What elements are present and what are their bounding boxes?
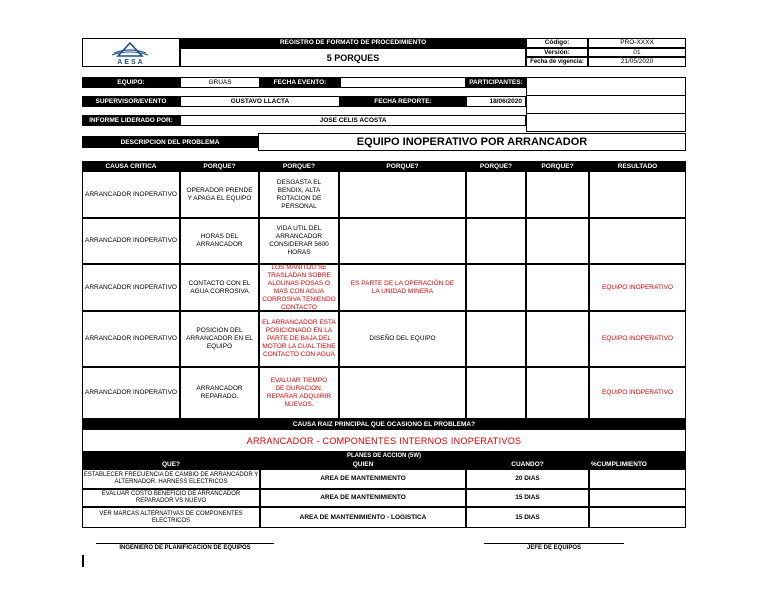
table-cell-causa: ARRANCADOR INOPERATIVO — [82, 171, 180, 218]
table-cell-causa: ARRANCADOR INOPERATIVO — [82, 264, 180, 311]
root-cause-label: CAUSA RAIZ PRINCIPAL QUE OCASIONO EL PROBLEMA? — [82, 419, 686, 429]
fecha-evento-value — [340, 77, 466, 88]
aesa-logo — [100, 40, 160, 60]
company-name: AESA — [117, 59, 145, 66]
table-header-porque-3: PORQUE? — [339, 161, 466, 171]
fecha-reporte-label: FECHA REPORTE: — [340, 96, 466, 107]
version-label: Versión: — [526, 48, 588, 57]
informe-value: JOSE CELIS ACOSTA — [180, 115, 526, 126]
action-cell-cumplimiento — [589, 489, 686, 507]
table-cell-porque: POSICION DEL ARRANCADOR EN EL EQUIPO — [180, 311, 259, 367]
action-cell-cuando: 15 DIAS — [466, 507, 589, 528]
table-cell-porque: CONTACTO CON EL AGUA CORROSIVA — [180, 264, 259, 311]
table-cell-resultado: EQUIPO INOPERATIVO — [589, 367, 686, 419]
codigo-value: PRO-XXXX — [588, 38, 686, 48]
signature-left-label: INGENIERO DE PLANIFICACION DE EQUIPOS — [119, 544, 251, 551]
participantes-line — [526, 113, 686, 114]
action-header-cumplimiento: %CUMPLIMIENTO — [589, 460, 686, 469]
participantes-box — [526, 77, 686, 132]
supervisor-value: GUSTAVO LLACTA — [180, 96, 340, 107]
table-header-porque-2: PORQUE? — [259, 161, 339, 171]
action-cell-cuando: 15 DIAS — [466, 489, 589, 507]
doc-title: 5 PORQUES — [180, 48, 526, 67]
table-cell-empty — [466, 264, 526, 311]
title-bar: REGISTRO DE FORMATO DE PROCEDIMIENTO — [180, 38, 526, 48]
table-header-porque-4: PORQUE? — [466, 161, 526, 171]
action-header-cuando: CUANDO? — [466, 460, 589, 469]
action-cell-cumplimiento — [589, 469, 686, 489]
table-cell-causa: ARRANCADOR INOPERATIVO — [82, 367, 180, 419]
table-cell-resultado: EQUIPO INOPERATIVO — [589, 264, 686, 311]
supervisor-label: SUPERVISOR/EVENTO — [82, 96, 180, 107]
page-margin-mark — [82, 555, 84, 567]
table-cell-empty — [526, 218, 589, 264]
table-cell-porque: OPERADOR PRENDE Y APAGA EL EQUIPO — [180, 171, 259, 218]
equipo-value: GRUAS — [180, 77, 260, 88]
table-cell-empty — [526, 367, 589, 419]
table-cell-empty — [466, 367, 526, 419]
table-cell-causa: ARRANCADOR INOPERATIVO — [82, 311, 180, 367]
action-cell-cuando: 20 DIAS — [466, 469, 589, 489]
equipo-label: EQUIPO: — [82, 77, 180, 88]
table-cell-empty — [339, 171, 466, 218]
table-cell-resultado: EQUIPO INOPERATIVO — [589, 311, 686, 367]
action-header-quien: QUIEN — [260, 460, 466, 469]
action-cell-cumplimiento — [589, 507, 686, 528]
table-header-porque-1: PORQUE? — [180, 161, 259, 171]
root-cause-value: ARRANCADOR - COMPONENTES INTERNOS INOPERATIVOS — [82, 429, 686, 452]
table-header-resultado: RESULTADO — [589, 161, 686, 171]
table-cell-porque: LOS MANITOU SE TRASLADAN SOBRE ALGUNAS POSAS O MAS CON AGUA CORROSIVA TENIENDO CONTACTO — [259, 264, 339, 311]
participantes-line — [526, 95, 686, 96]
table-cell-porque: ES PARTE DE LA OPERACIÓN DE LA UNIDAD MINERA — [339, 264, 466, 311]
table-cell-empty — [339, 218, 466, 264]
table-cell-resultado — [589, 218, 686, 264]
fecha-evento-label: FECHA EVENTO: — [260, 77, 340, 88]
fecha-reporte-value: 18/06/2020 — [466, 96, 526, 107]
table-cell-empty — [466, 311, 526, 367]
table-cell-empty — [466, 218, 526, 264]
table-cell-porque: EVALUAR TIEMPO DE DURACION. REPARAR ADQUIRIR NUEVOS. — [259, 367, 339, 419]
vigencia-value: 21/05/2020 — [588, 57, 686, 67]
action-cell-que: EVALUAR COSTO BENEFICIO DE ARRANCADOR REPARADOR VS NUEVO — [82, 489, 260, 507]
table-cell-porque: DESGASTA EL BENDIX, ALTA ROTACION DE PERSONAL — [259, 171, 339, 218]
descripcion-value: EQUIPO INOPERATIVO POR ARRANCADOR — [258, 133, 686, 151]
table-cell-causa: ARRANCADOR INOPERATIVO — [82, 218, 180, 264]
action-header-que: QUE? — [82, 460, 260, 469]
descripcion-label: DESCRIPCION DEL PROBLEMA — [82, 136, 258, 148]
table-cell-empty — [526, 171, 589, 218]
codigo-label: Código: — [526, 38, 588, 48]
table-cell-porque: HORAS DEL ARRANCADOR — [180, 218, 259, 264]
table-header-causa: CAUSA CRITICA — [82, 161, 180, 171]
table-cell-porque: EL ARRANCADOR ESTA POSICIONADO EN LA PARTE DE BAJA DEL MOTOR LA CUAL TIENE CONTACTO CON AGUA — [259, 311, 339, 367]
table-cell-empty — [526, 311, 589, 367]
action-cell-quien: AREA DE MANTENIMIENTO — [260, 469, 466, 489]
table-cell-porque: VIDA UTIL DEL ARRANCADOR CONSIDERAR 5600 HORAS — [259, 218, 339, 264]
action-cell-que: VER MARCAS ALTERNATIVAS DE COMPONENTES ELECTRICOS — [82, 507, 260, 528]
table-header-porque-5: PORQUE? — [526, 161, 589, 171]
informe-label: INFORME LIDERADO POR: — [82, 115, 180, 126]
action-cell-quien: AREA DE MANTENIMIENTO - LOGISTICA — [260, 507, 466, 528]
action-plan-title: PLANES DE ACCION (5W) — [82, 452, 686, 460]
table-cell-porque: ARRANCADOR REPARADO. — [180, 367, 259, 419]
action-cell-que: ESTABLECER FRECUENCIA DE CAMBIO DE ARRANCADOR Y ALTERNADOR. HARNESS ELECTRICOS — [82, 469, 260, 489]
action-cell-quien: AREA DE MANTENIMIENTO — [260, 489, 466, 507]
version-value: 01 — [588, 48, 686, 57]
table-cell-empty — [526, 264, 589, 311]
vigencia-label: Fecha de vigencia: — [526, 57, 588, 67]
signature-right-label: JEFE DE EQUIPOS — [526, 544, 581, 551]
table-cell-empty — [466, 171, 526, 218]
table-cell-resultado — [589, 171, 686, 218]
table-cell-empty — [339, 367, 466, 419]
table-cell-porque: DISEÑO DEL EQUIPO — [339, 311, 466, 367]
participantes-label: PARTICIPANTES: — [466, 77, 526, 88]
